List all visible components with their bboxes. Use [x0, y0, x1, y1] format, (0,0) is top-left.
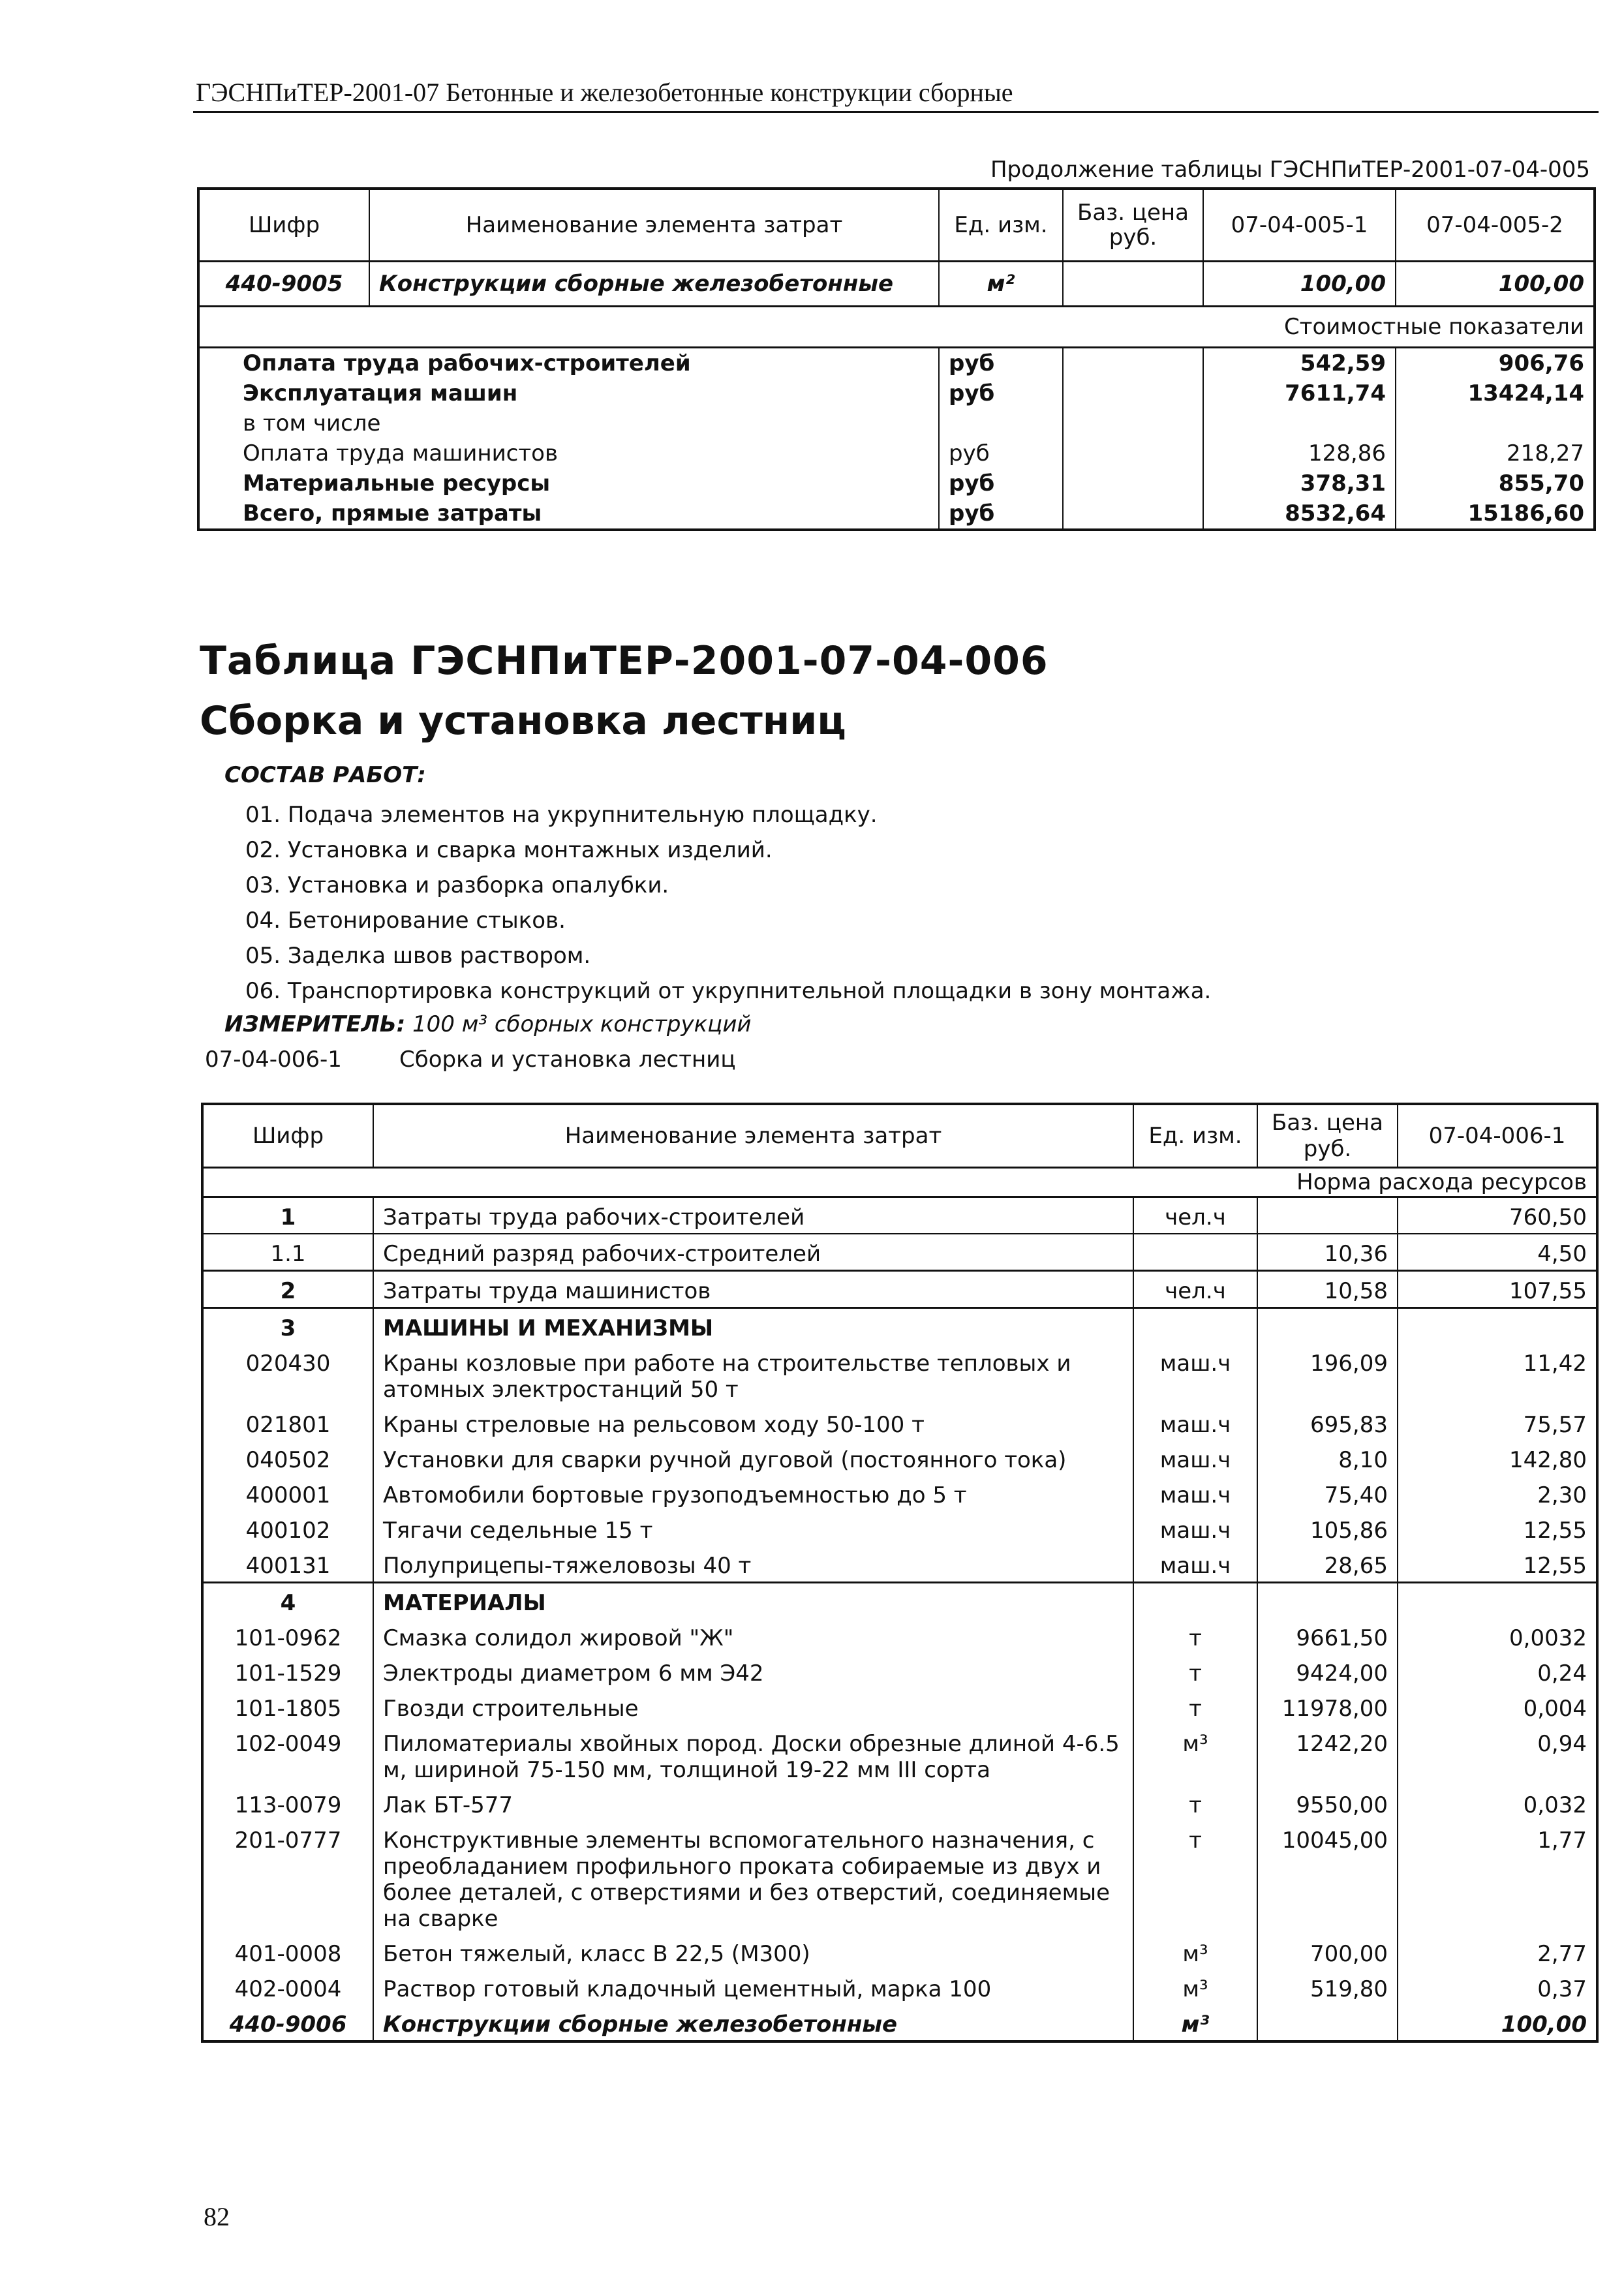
row-price: 11978,00 — [1257, 1689, 1398, 1724]
row-code: 402-0004 — [234, 1976, 342, 2002]
row-price: 10,36 — [1257, 1234, 1398, 1271]
row-price: 1242,20 — [1257, 1724, 1398, 1786]
column-header: Наименование элемента затрат — [369, 189, 939, 262]
row-value: 142,80 — [1398, 1441, 1597, 1476]
item-code: 07-04-006-1 — [205, 1047, 342, 1073]
row-name: Гвозди строительные — [373, 1689, 1133, 1724]
work-item: 04. Бетонирование стыков. — [245, 908, 566, 934]
column-header: Шифр — [198, 189, 369, 262]
row-value: 760,50 — [1398, 1197, 1597, 1234]
table-continuation-caption: Продолжение таблицы ГЭСНПиТЕР-2001-07-04-005 — [990, 157, 1590, 183]
row-unit: чел.ч — [1133, 1271, 1257, 1308]
row-unit: маш.ч — [1133, 1344, 1257, 1405]
table-row — [202, 1271, 1597, 1308]
row-value: 100,00 — [1203, 262, 1396, 307]
row-code: 113-0079 — [234, 1792, 342, 1818]
item-line — [205, 1047, 736, 1073]
row-price: 9424,00 — [1257, 1654, 1398, 1689]
table-row — [202, 1511, 1597, 1546]
row-code: 1.1 — [202, 1234, 373, 1271]
row-code: 1 — [280, 1204, 296, 1230]
row-price — [1063, 408, 1203, 438]
row-code: 201-0777 — [234, 1827, 342, 1854]
table-row — [202, 1546, 1597, 1583]
row-name: Оплата труда рабочих-строителей — [243, 350, 691, 376]
row-code: 440-9006 — [229, 2011, 347, 2038]
row-price — [1063, 498, 1203, 530]
row-unit: руб — [939, 378, 1063, 408]
row-value: 0,032 — [1398, 1786, 1597, 1821]
row-price — [1257, 1197, 1398, 1234]
row-name: Конструкции сборные железобетонные — [369, 262, 939, 307]
row-value: 0,94 — [1398, 1724, 1597, 1786]
table-header-row — [198, 189, 1595, 262]
column-header: Наименование элемента затрат — [373, 1104, 1133, 1168]
row-value: 75,57 — [1398, 1405, 1597, 1441]
row-unit: руб — [939, 348, 1063, 379]
meter-label: ИЗМЕРИТЕЛЬ: — [224, 1011, 406, 1037]
row-unit — [1133, 1583, 1257, 1619]
row-unit: т — [1133, 1654, 1257, 1689]
row-value: 906,76 — [1396, 348, 1595, 379]
table-row — [202, 1234, 1597, 1271]
row-code: 040502 — [245, 1447, 331, 1473]
row-value: 218,27 — [1396, 438, 1595, 468]
row-value: 855,70 — [1396, 468, 1595, 498]
row-value: 12,55 — [1398, 1511, 1597, 1546]
row-code: 020430 — [245, 1351, 331, 1377]
column-header: Баз. цена руб. — [1257, 1104, 1398, 1168]
row-name: МАТЕРИАЛЫ — [373, 1583, 1133, 1619]
row-name: Полуприцепы-тяжеловозы 40 т — [373, 1546, 1133, 1583]
row-value: 0,24 — [1398, 1654, 1597, 1689]
row-price: 9550,00 — [1257, 1786, 1398, 1821]
work-item: 02. Установка и сварка монтажных изделий. — [245, 837, 773, 863]
row-value: 1,77 — [1398, 1821, 1597, 1934]
row-name: Оплата труда машинистов — [243, 440, 559, 466]
row-unit — [1133, 1234, 1257, 1271]
table-row — [198, 498, 1595, 530]
meter-value: 100 м³ сборных конструкций — [412, 1011, 752, 1037]
table-row — [198, 468, 1595, 498]
table-section-row — [202, 1308, 1597, 1345]
row-value — [1398, 1308, 1597, 1345]
row-unit: маш.ч — [1133, 1441, 1257, 1476]
row-value: 11,42 — [1398, 1344, 1597, 1405]
column-header: Баз. цена руб. — [1063, 189, 1203, 262]
row-code: 102-0049 — [234, 1731, 342, 1757]
column-header: 07-04-006-1 — [1398, 1104, 1597, 1168]
table-row — [198, 378, 1595, 408]
row-unit: руб — [939, 498, 1063, 530]
row-unit: т — [1133, 1786, 1257, 1821]
section-subtitle: Сборка и установка лестниц — [200, 698, 846, 744]
row-unit: руб — [939, 468, 1063, 498]
table-row — [202, 1724, 1597, 1786]
column-header: Ед. изм. — [939, 189, 1063, 262]
row-unit: т — [1133, 1689, 1257, 1724]
row-price — [1257, 1583, 1398, 1619]
table-row — [202, 1654, 1597, 1689]
row-name: МАШИНЫ И МЕХАНИЗМЫ — [373, 1308, 1133, 1345]
resource-norms-table — [201, 1103, 1599, 2043]
row-price: 9661,50 — [1257, 1619, 1398, 1654]
row-unit: м³ — [1133, 1934, 1257, 1970]
row-value: 2,30 — [1398, 1476, 1597, 1511]
row-unit: маш.ч — [1133, 1405, 1257, 1441]
table-row — [202, 1821, 1597, 1934]
row-unit: маш.ч — [1133, 1476, 1257, 1511]
row-unit: маш.ч — [1133, 1546, 1257, 1583]
row-name: Эксплуатация машин — [243, 380, 518, 406]
row-name: Всего, прямые затраты — [243, 500, 542, 527]
table-row — [198, 262, 1595, 307]
row-value: 378,31 — [1203, 468, 1396, 498]
row-price: 10,58 — [1257, 1271, 1398, 1308]
row-unit: чел.ч — [1133, 1197, 1257, 1234]
table-note-row — [202, 1168, 1597, 1197]
row-code: 440-9005 — [198, 262, 369, 307]
row-price: 519,80 — [1257, 1970, 1398, 2005]
row-code: 400102 — [245, 1518, 331, 1544]
row-unit: руб — [939, 438, 1063, 468]
row-value — [1203, 408, 1396, 438]
work-item: 01. Подача элементов на укрупнительную площадку. — [245, 802, 878, 828]
column-header: Ед. изм. — [1133, 1104, 1257, 1168]
column-header: 07-04-005-2 — [1396, 189, 1595, 262]
row-code: 4 — [202, 1583, 373, 1619]
row-price — [1063, 262, 1203, 307]
row-code: 400131 — [245, 1553, 331, 1579]
work-item: 05. Заделка швов раствором. — [245, 943, 591, 969]
row-name: Тягачи седельные 15 т — [373, 1511, 1133, 1546]
row-value: 15186,60 — [1396, 498, 1595, 530]
work-item: 03. Установка и разборка опалубки. — [245, 872, 669, 898]
table-row — [202, 1197, 1597, 1234]
row-name: Смазка солидол жировой "Ж" — [373, 1619, 1133, 1654]
running-header: ГЭСНПиТЕР-2001-07 Бетонные и железобетонные конструкции сборные — [196, 78, 1013, 107]
section-title: Таблица ГЭСНПиТЕР-2001-07-04-006 — [200, 638, 1049, 684]
row-price: 196,09 — [1257, 1344, 1398, 1405]
row-value — [1396, 408, 1595, 438]
row-price — [1063, 378, 1203, 408]
row-unit: м³ — [1133, 1970, 1257, 2005]
row-code: 400001 — [245, 1482, 331, 1508]
row-name: Раствор готовый кладочный цементный, марка 100 — [373, 1970, 1133, 2005]
row-value: 100,00 — [1396, 262, 1595, 307]
row-unit: м³ — [1133, 2005, 1257, 2041]
table-note-row — [198, 307, 1595, 348]
row-value — [1398, 1583, 1597, 1619]
table-note: Стоимостные показатели — [198, 307, 1595, 348]
cost-indicators-table — [197, 187, 1596, 531]
row-price: 28,65 — [1257, 1546, 1398, 1583]
row-unit: т — [1133, 1619, 1257, 1654]
table-section-row — [202, 1583, 1597, 1619]
row-name: Электроды диаметром 6 мм Э42 — [373, 1654, 1133, 1689]
row-value: 0,0032 — [1398, 1619, 1597, 1654]
work-composition-label: СОСТАВ РАБОТ: — [224, 762, 426, 788]
row-value: 13424,14 — [1396, 378, 1595, 408]
row-price — [1257, 2005, 1398, 2041]
column-header: Шифр — [202, 1104, 373, 1168]
row-name: Краны стреловые на рельсовом ходу 50-100 т — [373, 1405, 1133, 1441]
work-item: 06. Транспортировка конструкций от укрупнительной площадки в зону монтажа. — [245, 978, 1212, 1004]
row-price: 10045,00 — [1257, 1821, 1398, 1934]
row-name: Материальные ресурсы — [243, 470, 551, 497]
table-row — [202, 1689, 1597, 1724]
row-value: 107,55 — [1398, 1271, 1597, 1308]
page-number: 82 — [204, 2202, 230, 2231]
table-note: Норма расхода ресурсов — [202, 1168, 1597, 1197]
row-code: 401-0008 — [234, 1941, 342, 1967]
table-row — [202, 1476, 1597, 1511]
row-code: 021801 — [245, 1412, 331, 1438]
row-name: Краны козловые при работе на строительстве тепловых и атомных электростанций 50 т — [373, 1344, 1133, 1405]
row-value: 12,55 — [1398, 1546, 1597, 1583]
row-unit: маш.ч — [1133, 1511, 1257, 1546]
row-price — [1063, 468, 1203, 498]
row-price: 105,86 — [1257, 1511, 1398, 1546]
table-row — [202, 1970, 1597, 2005]
row-value: 7611,74 — [1203, 378, 1396, 408]
table-row — [202, 1786, 1597, 1821]
header-rule — [193, 111, 1599, 113]
row-name: Затраты труда машинистов — [373, 1271, 1133, 1308]
row-price — [1257, 1308, 1398, 1345]
row-name: Пиломатериалы хвойных пород. Доски обрезные длиной 4-6.5 м, шириной 75-150 мм, толщиной 19-22 мм III сорта — [373, 1724, 1133, 1786]
column-header: 07-04-005-1 — [1203, 189, 1396, 262]
row-name: Конструктивные элементы вспомогательного назначения, с преобладанием профильного проката собираемые из двух и более деталей, с отверстиями и без отверстий, соединяемые на сварке — [373, 1821, 1133, 1934]
row-price: 75,40 — [1257, 1476, 1398, 1511]
row-unit: м³ — [1133, 1724, 1257, 1786]
row-value: 0,37 — [1398, 1970, 1597, 2005]
row-code: 101-1805 — [234, 1696, 342, 1722]
row-code: 2 — [202, 1271, 373, 1308]
row-value: 128,86 — [1203, 438, 1396, 468]
row-unit: т — [1133, 1821, 1257, 1934]
table-row — [202, 1405, 1597, 1441]
work-list — [245, 797, 1211, 1009]
row-code: 101-0962 — [234, 1625, 342, 1651]
row-code: 3 — [202, 1308, 373, 1345]
row-value: 542,59 — [1203, 348, 1396, 379]
row-price: 8,10 — [1257, 1441, 1398, 1476]
row-name: Средний разряд рабочих-строителей — [373, 1234, 1133, 1271]
row-name: Установки для сварки ручной дуговой (постоянного тока) — [373, 1441, 1133, 1476]
row-name: Затраты труда рабочих-строителей — [373, 1197, 1133, 1234]
row-name: Конструкции сборные железобетонные — [373, 2005, 1133, 2041]
row-unit — [939, 408, 1063, 438]
table-header-row — [202, 1104, 1597, 1168]
row-name: Автомобили бортовые грузоподъемностью до 5 т — [373, 1476, 1133, 1511]
table-row — [198, 438, 1595, 468]
table-row — [202, 1344, 1597, 1405]
row-value: 2,77 — [1398, 1934, 1597, 1970]
row-name: в том числе — [243, 410, 381, 436]
table-row — [202, 1619, 1597, 1654]
row-value: 100,00 — [1398, 2005, 1597, 2041]
table-row — [202, 1441, 1597, 1476]
table-row — [198, 348, 1595, 379]
table-row — [198, 408, 1595, 438]
row-price: 700,00 — [1257, 1934, 1398, 1970]
row-unit — [1133, 1308, 1257, 1345]
table-row — [202, 2005, 1597, 2041]
row-code: 101-1529 — [234, 1660, 342, 1687]
item-name: Сборка и установка лестниц — [399, 1047, 736, 1073]
meter-line — [224, 1011, 752, 1037]
row-price: 695,83 — [1257, 1405, 1398, 1441]
row-price — [1063, 348, 1203, 379]
row-value: 4,50 — [1398, 1234, 1597, 1271]
table-row — [202, 1934, 1597, 1970]
row-value: 0,004 — [1398, 1689, 1597, 1724]
row-unit: м² — [939, 262, 1063, 307]
row-name: Лак БТ-577 — [373, 1786, 1133, 1821]
row-value: 8532,64 — [1203, 498, 1396, 530]
row-price — [1063, 438, 1203, 468]
row-name: Бетон тяжелый, класс В 22,5 (М300) — [373, 1934, 1133, 1970]
